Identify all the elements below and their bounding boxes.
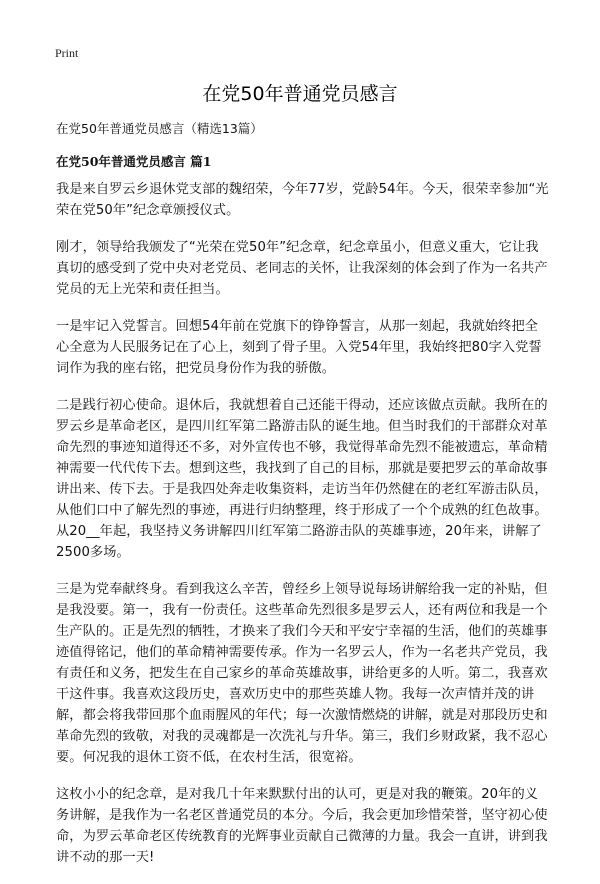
paragraph-2: 刚才，领导给我颁发了“光荣在党50年”纪念章，纪念章虽小，但意义重大，它让我真切的感受到了党中央对老党员、老同志的关怀，让我深刻的体会到了作为一名共产党员的无上光荣和责任担当。 [56,240,548,297]
document-subtitle: 在党50年普通党员感言（精选13篇） [56,121,263,136]
document-title: 在党50年普通党员感言 [202,83,398,105]
paragraph-3: 一是牢记入党誓言。回想54年前在党旗下的铮铮誓言，从那一刻起，我就始终把全心全意为人民服务记在了心上，刻到了骨子里。入党54年里，我始终把80字入党誓词作为我的座右铭，把党员身份作为我的骄傲。 [56,319,542,376]
paragraph-4: 二是践行初心使命。退休后，我就想着自己还能干得动，还应该做点贡献。我所在的罗云乡是革命老区，是四川红军第二路游击队的诞生地。但当时我们的干部群众对革命先烈的事迹知道得还不多，对外宣传也不够，我觉得革命先烈不能被遗忘，革命精神需要一代代传下去。想到这些，我找到了自己的目标，那就是要把罗云的革命故事讲出来、传下去。于是我四处奔走收集资料，走访当年仍然健在的老红军游击队员，从他们口中了解先烈的事迹，再进行归纳整理，终于形成了一个个成熟的红色故事。从20__年起，我坚持义务讲解四川红军第二路游击队的英雄事迹，20年来，讲解了2500多场。 [56,398,548,560]
article-body [56,179,551,884]
print-link[interactable]: Print [55,46,79,60]
section-heading: 在党50年普通党员感言 篇1 [56,154,212,169]
paragraph-5: 三是为党奉献终身。看到我这么辛苦，曾经乡上领导说每场讲解给我一定的补贴，但是我没要。第一，我有一份责任。这些革命先烈很多是罗云人，还有两位和我是一个生产队的。正是先烈的牺牲，才换来了我们今天和平安宁幸福的生活，他们的英雄事迹值得铭记，他们的革命精神需要传承。作为一名罗云人，作为一名老共产党员，我有责任和义务，把发生在自己家乡的革命英雄故事，讲给更多的人听。第二，我喜欢干这件事。我喜欢这段历史，喜欢历史中的那些英雄人物。我每一次声情并茂的讲解，都会将我带回那个血雨腥风的年代；每一次激情燃烧的讲解，就是对那段历史和革命先烈的致敬，对我的灵魂都是一次洗礼与升华。第三，我们乡财政紧，我不忍心要。何况我的退休工资不低，在农村生活，很宽裕。 [56,582,548,765]
paragraph-1: 我是来自罗云乡退休党支部的魏绍荣，今年77岁，党龄54年。今天，很荣幸参加“光荣在党50年”纪念章颁授仪式。 [56,182,549,218]
paragraph-6: 这枚小小的纪念章，是对我几十年来默默付出的认可，更是对我的鞭策。20年的义务讲解，是我作为一名老区普通党员的本分。今后，我会更加珍惜荣誉，坚守初心使命，为罗云革命老区传统教育的光辉事业贡献自己微薄的力量。我会一直讲，讲到我讲不动的那一天! [56,787,548,865]
